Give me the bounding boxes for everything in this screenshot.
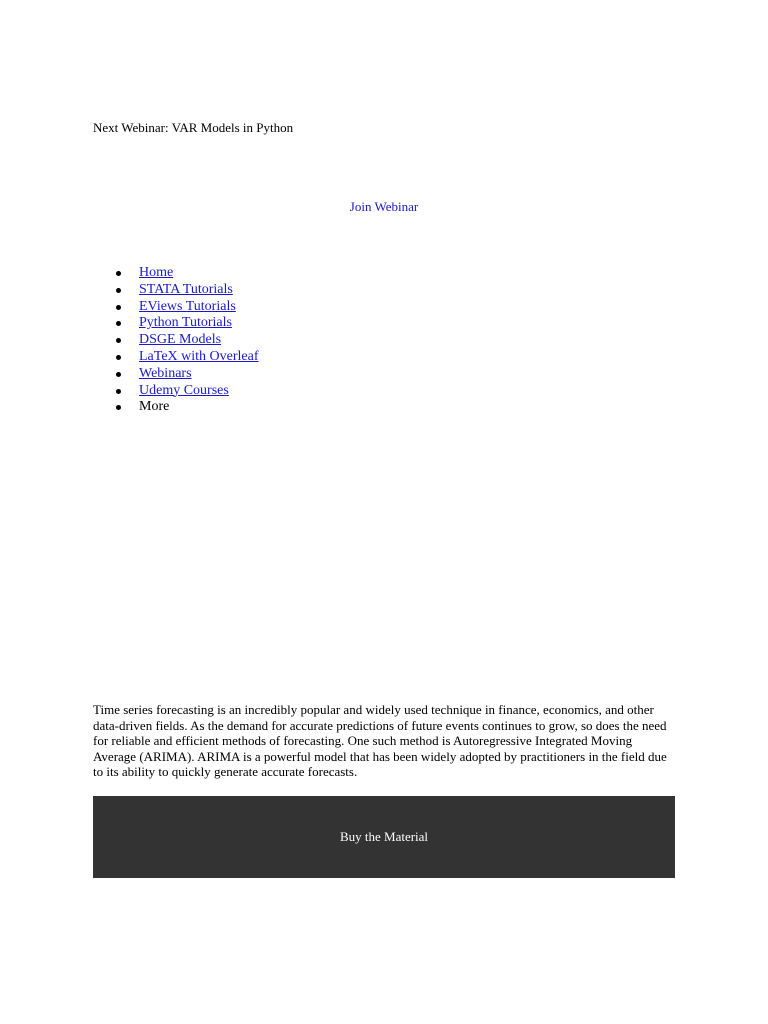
nav-link-udemy-courses[interactable]: Udemy Courses xyxy=(139,382,229,398)
nav-item-eviews-tutorials xyxy=(111,299,259,316)
nav-item-home xyxy=(111,265,259,282)
join-webinar-link[interactable]: Join Webinar xyxy=(349,199,419,214)
nav-item-more[interactable] xyxy=(111,399,259,416)
bullet-icon xyxy=(116,355,121,360)
buy-material-label: Buy the Material xyxy=(339,829,429,844)
nav-item-latex-overleaf xyxy=(111,349,259,366)
nav-link-eviews-tutorials[interactable]: EViews Tutorials xyxy=(139,298,236,314)
bullet-icon xyxy=(116,271,121,276)
main-nav xyxy=(111,265,259,416)
bullet-icon xyxy=(116,321,121,326)
nav-item-webinars xyxy=(111,366,259,383)
bullet-icon xyxy=(116,372,121,377)
bullet-icon xyxy=(116,305,121,310)
intro-paragraph: Time series forecasting is an incredibly popular and widely used technique in finance, economics, and other data-driven fields. As the demand for accurate predictions of future events continues to grow, so does the need for reliable and efficient methods of forecasting. One such method is Autoregressive Integrated Moving Average (ARIMA). ARIMA is a powerful model that has been widely adopted by practitioners in the field due to its ability to quickly generate accurate forecasts. xyxy=(93,702,667,779)
bullet-icon xyxy=(116,288,121,293)
buy-material-button[interactable] xyxy=(93,796,675,878)
nav-link-home[interactable]: Home xyxy=(139,265,174,280)
nav-link-stata-tutorials[interactable]: STATA Tutorials xyxy=(139,281,233,297)
bullet-icon xyxy=(116,338,121,343)
nav-link-dsge-models[interactable]: DSGE Models xyxy=(139,332,222,348)
nav-link-latex-overleaf[interactable]: LaTeX with Overleaf xyxy=(139,348,259,364)
nav-item-stata-tutorials xyxy=(111,282,259,299)
nav-item-dsge-models xyxy=(111,332,259,349)
nav-link-webinars[interactable]: Webinars xyxy=(139,365,192,381)
nav-link-python-tutorials[interactable]: Python Tutorials xyxy=(139,315,232,331)
bullet-icon xyxy=(116,389,121,394)
nav-item-python-tutorials xyxy=(111,315,259,332)
bullet-icon xyxy=(116,405,121,410)
nav-item-udemy-courses xyxy=(111,383,259,400)
nav-more-label[interactable]: More xyxy=(139,399,170,415)
webinar-announcement: Next Webinar: VAR Models in Python xyxy=(93,120,294,135)
